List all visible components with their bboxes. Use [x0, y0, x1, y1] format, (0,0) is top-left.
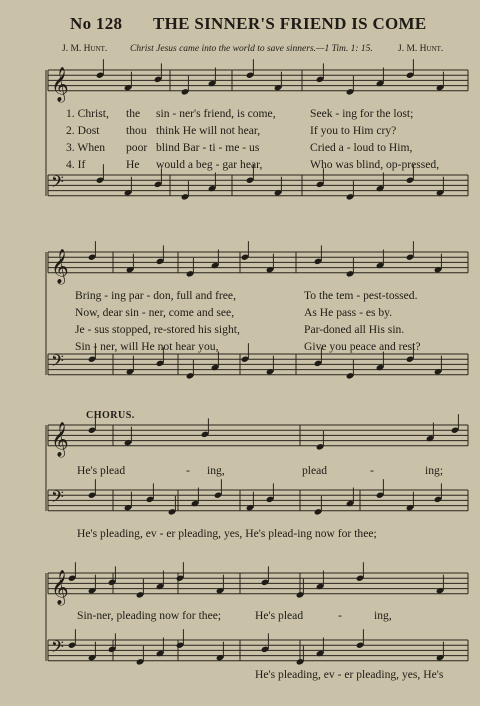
s4-lower-lyric: He's pleading, ev - er pleading, yes, He's — [255, 668, 444, 681]
verse4-part-c: would a beg - gar hear, — [156, 158, 263, 171]
verse1-part-b: the — [126, 107, 141, 120]
chorus-upper-e: - — [370, 464, 374, 477]
verse2-part-d: If you to Him cry? — [310, 124, 397, 137]
hymn-title: THE SINNER'S FRIEND IS COME — [153, 14, 427, 33]
system1-bass-clef: 𝄢 — [51, 171, 64, 196]
s2-verse1-part-b: To the tem - pest-tossed. — [304, 289, 418, 302]
s2-verse3-part-b: Par-doned all His sin. — [304, 323, 405, 336]
system2-bass-clef: 𝄢 — [51, 350, 64, 375]
system3-treble-clef: 𝄞 — [51, 421, 69, 457]
s4-upper-b: He's plead — [255, 609, 304, 622]
system4-treble-clef: 𝄞 — [51, 569, 69, 605]
chorus-lower-lyric: He's pleading, ev - er pleading, yes, He's plead-ing now for thee; — [77, 527, 377, 540]
verse1-part-d: Seek - ing for the lost; — [310, 107, 414, 120]
author-left: J. M. Hunt. — [62, 44, 108, 54]
verse4-part-b: He — [126, 158, 140, 171]
verse2-part-a: 2. Dost — [66, 124, 100, 137]
s4-upper-c: - — [338, 609, 342, 622]
s4-upper-d: ing, — [374, 609, 392, 622]
verse3-part-d: Cried a - loud to Him, — [310, 141, 413, 154]
s4-upper-a: Sin-ner, pleading now for thee; — [77, 609, 222, 622]
scripture-reference: Christ Jesus came into the world to save sinners.—1 Tim. 1: 15. — [130, 44, 373, 54]
chorus-upper-f: ing; — [425, 464, 444, 477]
chorus-upper-d: plead — [302, 464, 328, 477]
author-right: J. M. Hunt. — [398, 44, 444, 54]
s2-verse3-part-a: Je - sus stopped, re-stored his sight, — [75, 323, 240, 336]
verse1-part-a: 1. Christ, — [66, 107, 109, 120]
chorus-upper-b: - — [186, 464, 190, 477]
s2-verse1-part-a: Bring - ing par - don, full and free, — [75, 289, 236, 302]
verse2-part-c: think He will not hear, — [156, 124, 261, 137]
verse4-part-a: 4. If — [66, 158, 86, 171]
system1-treble-clef: 𝄞 — [51, 66, 69, 102]
verse3-part-b: poor — [126, 141, 148, 154]
s2-verse4-part-b: Give you peace and rest? — [304, 340, 421, 353]
system3-bass-clef: 𝄢 — [51, 486, 64, 511]
hymn-number: No 128 — [70, 14, 123, 33]
chorus-label: CHORUS. — [86, 410, 135, 421]
s2-verse4-part-a: Sin - ner, will He not hear you, — [75, 340, 219, 353]
s2-verse2-part-b: As He pass - es by. — [304, 306, 393, 319]
system2-treble-clef: 𝄞 — [51, 248, 69, 284]
chorus-upper-c: ing, — [207, 464, 225, 477]
verse4-part-d: Who was blind, op-pressed, — [310, 158, 440, 171]
chorus-upper-a: He's plead — [77, 464, 126, 477]
system4-bass-clef: 𝄢 — [51, 636, 64, 661]
verse3-part-c: blind Bar - ti - me - us — [156, 141, 260, 154]
verse1-part-c: sin - ner's friend, is come, — [156, 107, 276, 120]
s2-verse2-part-a: Now, dear sin - ner, come and see, — [75, 306, 235, 319]
verse3-part-a: 3. When — [66, 141, 106, 154]
verse2-part-b: thou — [126, 124, 147, 137]
